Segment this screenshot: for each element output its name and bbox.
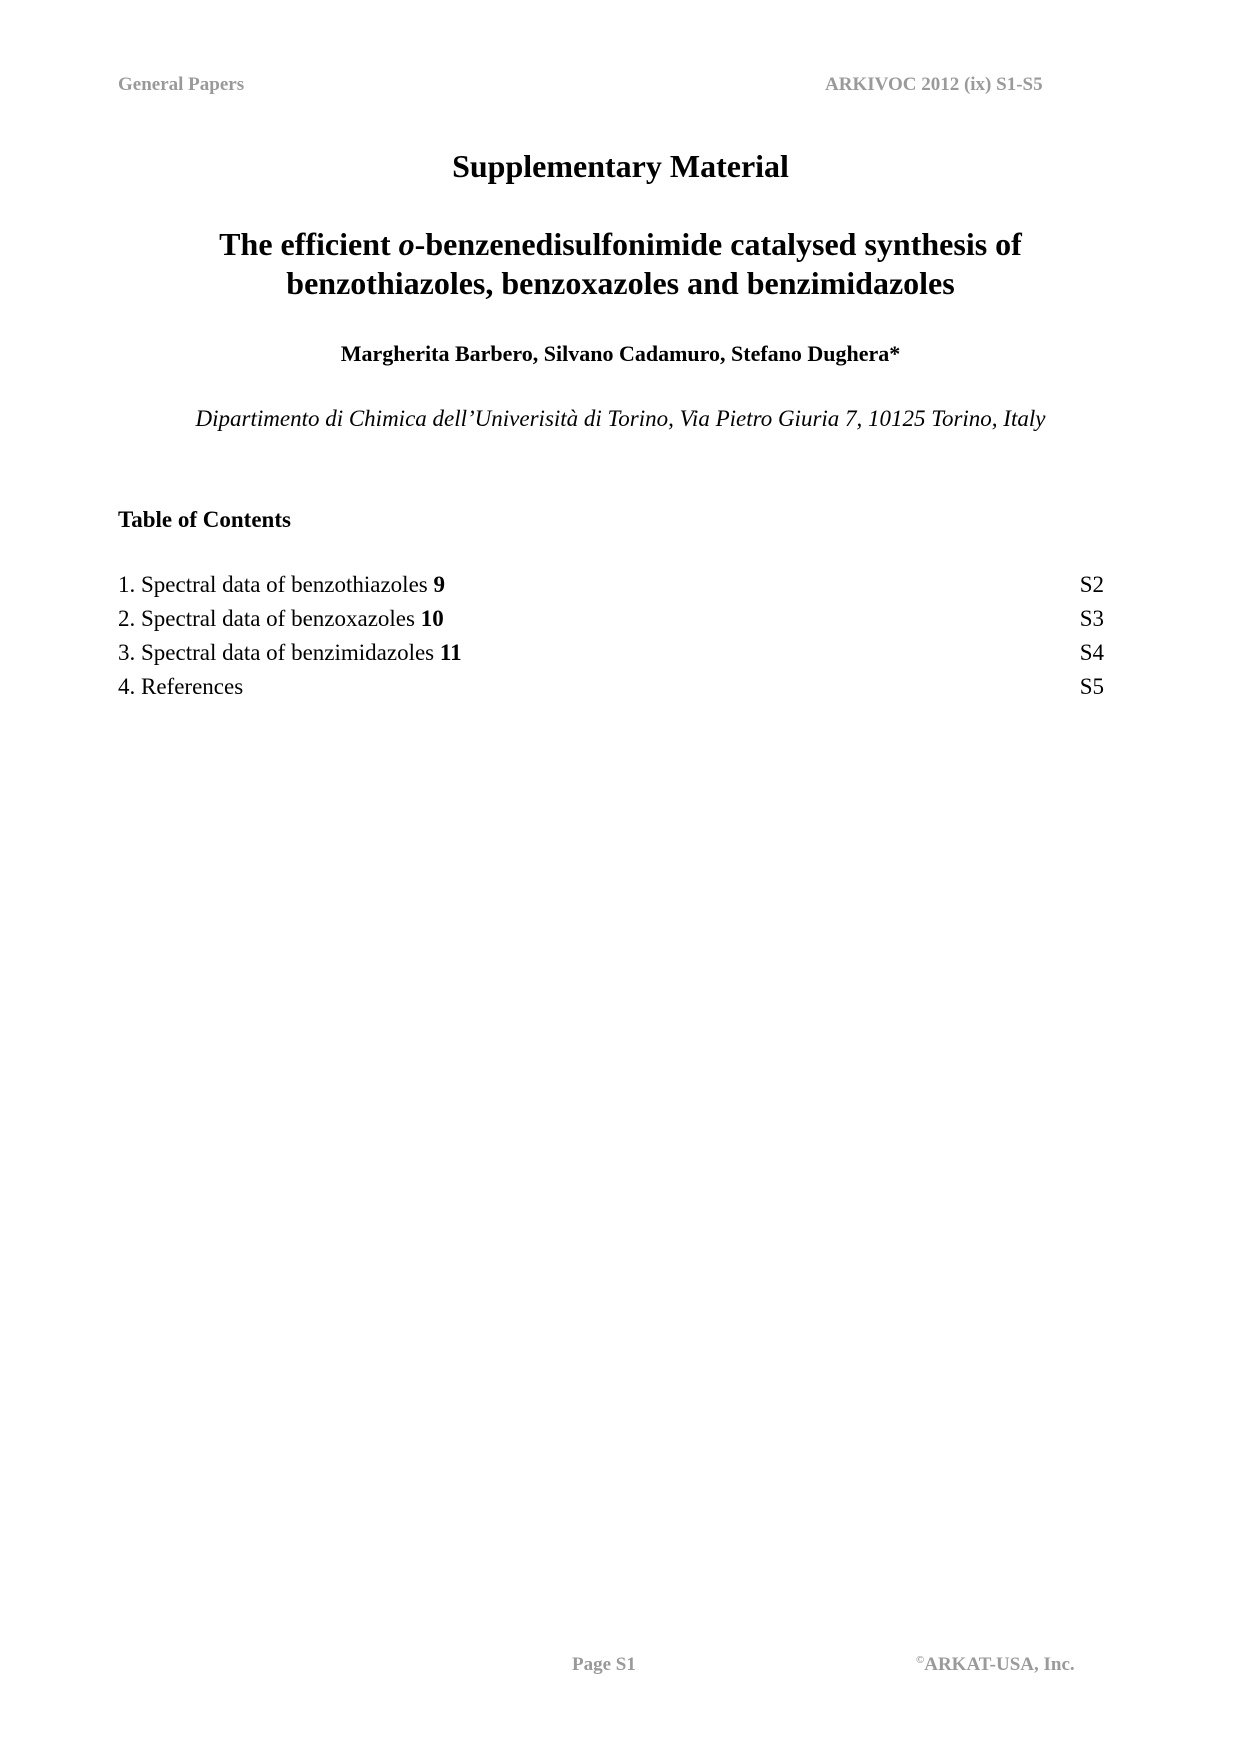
supplementary-title: Supplementary Material <box>452 148 789 184</box>
toc-entry-compound: 11 <box>439 640 462 665</box>
toc-entry-text: 1. Spectral data of benzothiazoles <box>118 572 434 597</box>
toc-entry-text: 2. Spectral data of benzoxazoles <box>118 606 421 631</box>
toc-page-number: S4 <box>1079 640 1104 665</box>
paper-title-line-1 <box>120 225 1121 264</box>
toc-entry-text: 4. References <box>118 674 244 699</box>
paper-title <box>120 225 1121 303</box>
toc-item <box>118 606 1104 640</box>
copyright-symbol: © <box>916 1654 925 1666</box>
paper-title-prefix: The efficient <box>219 226 399 262</box>
toc-entry <box>118 640 462 666</box>
paper-title-suffix: -benzenedisulfonimide catalysed synthesis of <box>414 226 1022 262</box>
toc-entry-text: 3. Spectral data of benzimidazoles <box>118 640 440 665</box>
toc-page-number: S3 <box>1079 606 1104 631</box>
toc-page-number: S5 <box>1079 674 1104 699</box>
toc-entry <box>118 572 445 598</box>
affiliation: Dipartimento di Chimica dell’Univerisità di Torino, Via Pietro Giuria 7, 10125 Torino, Italy <box>195 406 1046 431</box>
paper-title-italic: o <box>398 226 415 262</box>
footer-copyright <box>916 1654 1075 1676</box>
toc-entry-compound: 10 <box>420 606 444 631</box>
toc-item <box>118 640 1104 674</box>
toc-page-number: S2 <box>1079 572 1104 597</box>
toc-item <box>118 674 1104 708</box>
copyright-text: ARKAT-USA, Inc. <box>924 1654 1075 1675</box>
toc-heading: Table of Contents <box>118 507 291 532</box>
paper-title-line-2: benzothiazoles, benzoxazoles and benzimidazoles <box>286 265 955 301</box>
toc-entry <box>118 674 243 700</box>
running-header-citation: ARKIVOC 2012 (ix) S1-S5 <box>825 74 1043 95</box>
toc-item <box>118 572 1104 606</box>
toc-entry <box>118 606 444 632</box>
toc-list <box>118 572 1104 708</box>
authors: Margherita Barbero, Silvano Cadamuro, Stefano Dughera* <box>340 341 901 366</box>
running-header-section: General Papers <box>118 74 245 95</box>
toc-entry-compound: 9 <box>433 572 445 597</box>
footer-page-number: Page S1 <box>572 1654 636 1675</box>
